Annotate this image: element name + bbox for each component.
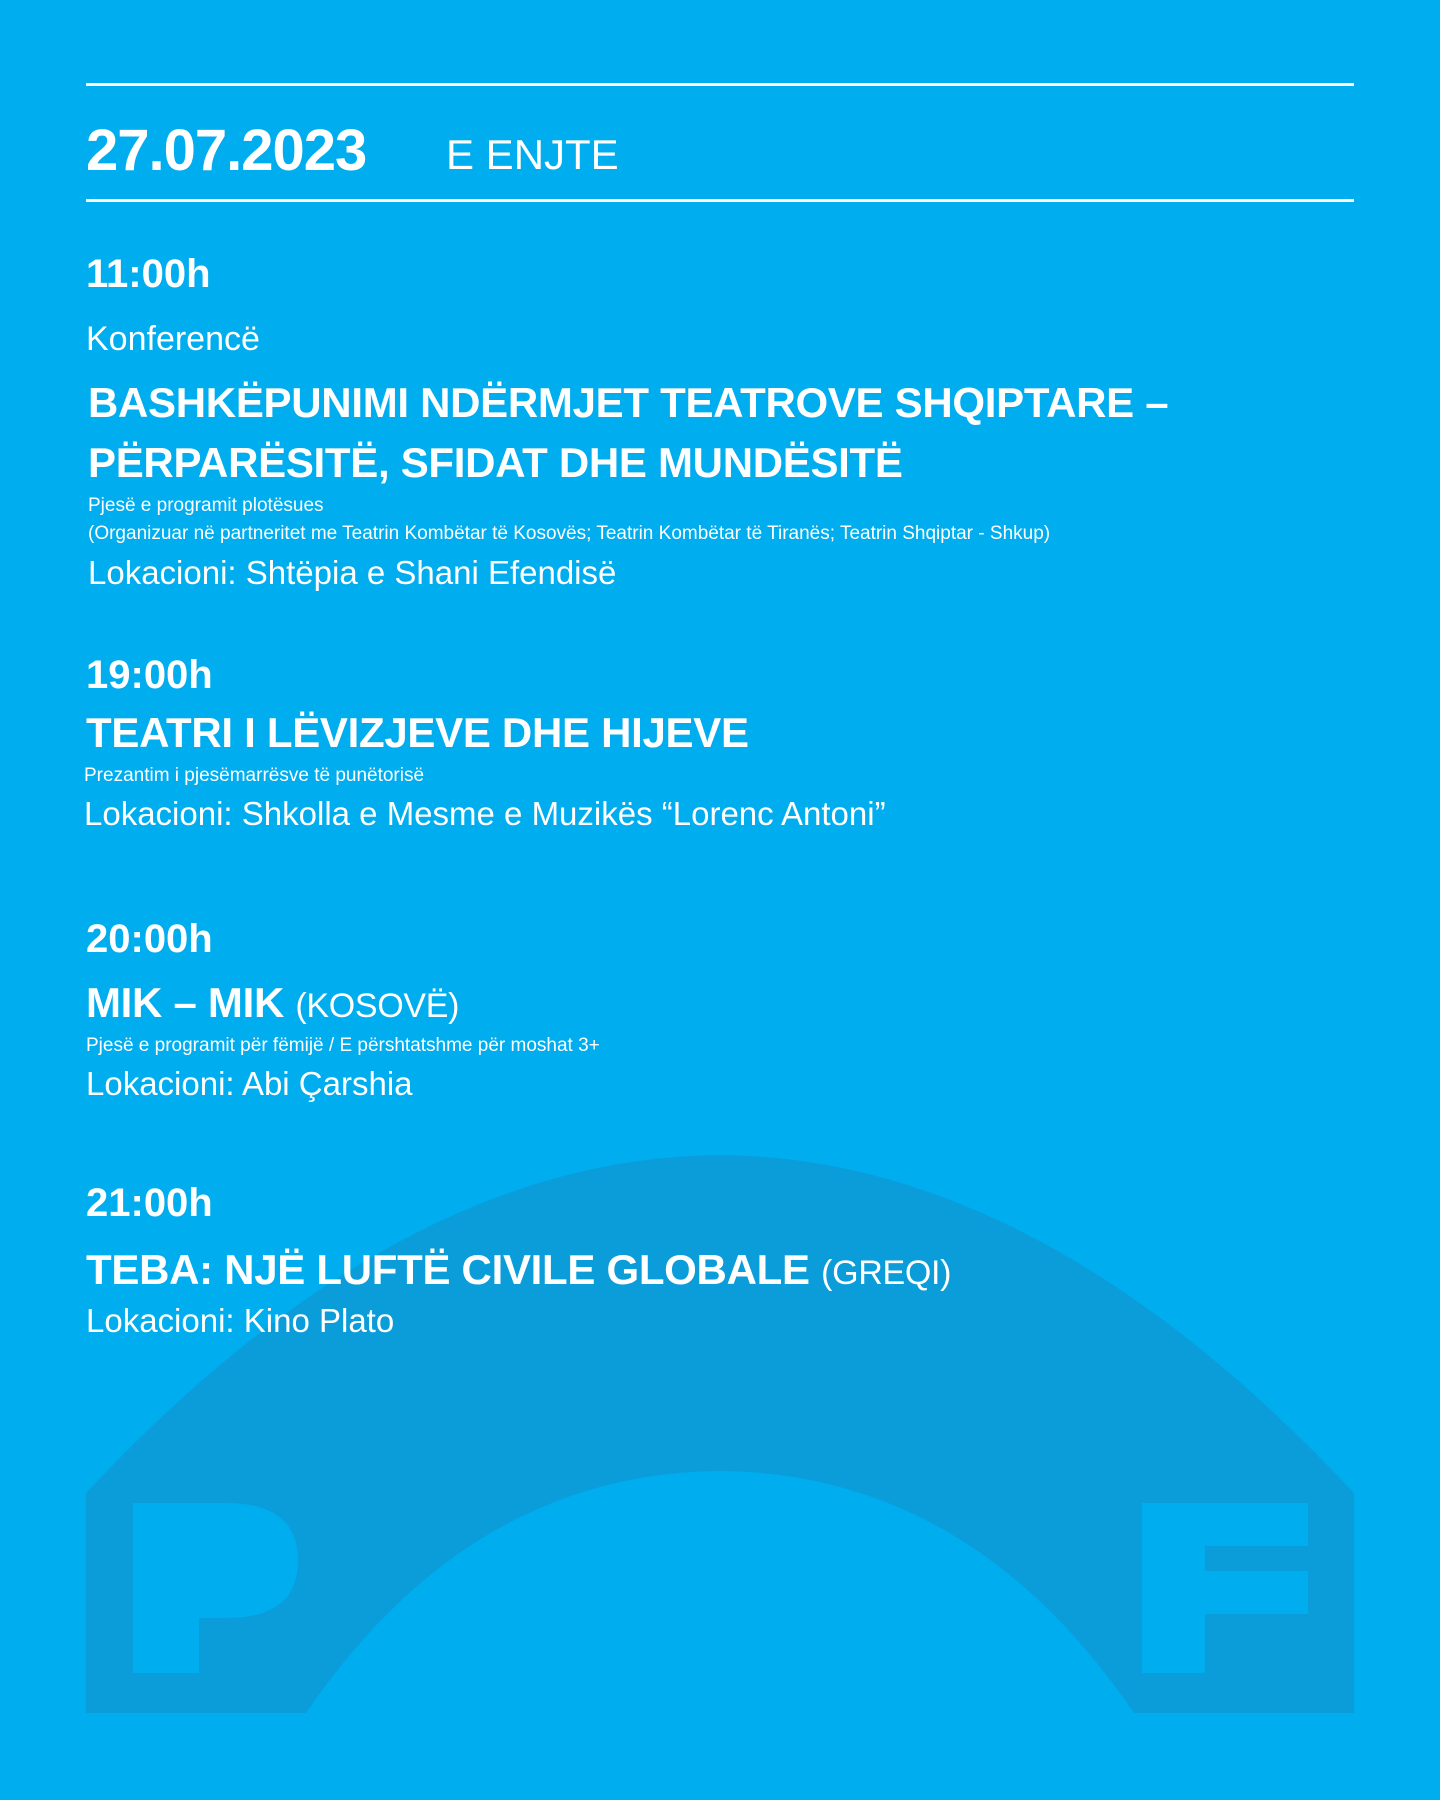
header-bottom-rule [86,199,1354,202]
event-1-time: 11:00h [86,252,211,296]
event-4-time: 21:00h [86,1181,213,1225]
event-3-time: 20:00h [86,917,213,961]
event-2-note: Prezantim i pjesëmarrësve të punëtorisë [84,765,425,786]
top-rule [86,83,1354,86]
event-4-country: (GREQI) [821,1254,952,1292]
event-2-location: Lokacioni: Shkolla e Mesme e Muzikës “Lorenc Antoni” [84,795,886,832]
event-1-title-line-1: BASHKËPUNIMI NDËRMJET TEATROVE SHQIPTARE – [88,379,1169,426]
event-1-note-1: Pjesë e programit plotësues [88,495,324,516]
event-weekday: E ENJTE [446,131,619,178]
event-3-country: (KOSOVË) [295,987,460,1025]
event-2-title: TEATRI I LËVIZJEVE DHE HIJEVE [86,709,749,756]
event-3-note: Pjesë e programit për fëmijë / E përshtatshme për moshat 3+ [86,1035,600,1056]
event-4-title: TEBA: NJË LUFTË CIVILE GLOBALE [86,1246,810,1293]
event-1-location: Lokacioni: Shtëpia e Shani Efendisë [88,554,617,591]
event-3-title-row [86,979,460,1026]
event-1-title-line-2: PËRPARËSITË, SFIDAT DHE MUNDËSITË [88,439,903,486]
event-date: 27.07.2023 [86,118,367,183]
event-3-location: Lokacioni: Abi Çarshia [86,1065,413,1102]
event-4-title-row [86,1246,952,1293]
event-1-category: Konferencë [86,320,260,358]
event-2-time: 19:00h [86,653,213,697]
event-3-title: MIK – MIK [86,979,284,1026]
event-1-note-2: (Organizuar në partneritet me Teatrin Kombëtar të Kosovës; Teatrin Kombëtar të Tiranës; Teatrin Shqiptar - Shkup) [88,523,1051,544]
event-4-location: Lokacioni: Kino Plato [86,1302,395,1339]
